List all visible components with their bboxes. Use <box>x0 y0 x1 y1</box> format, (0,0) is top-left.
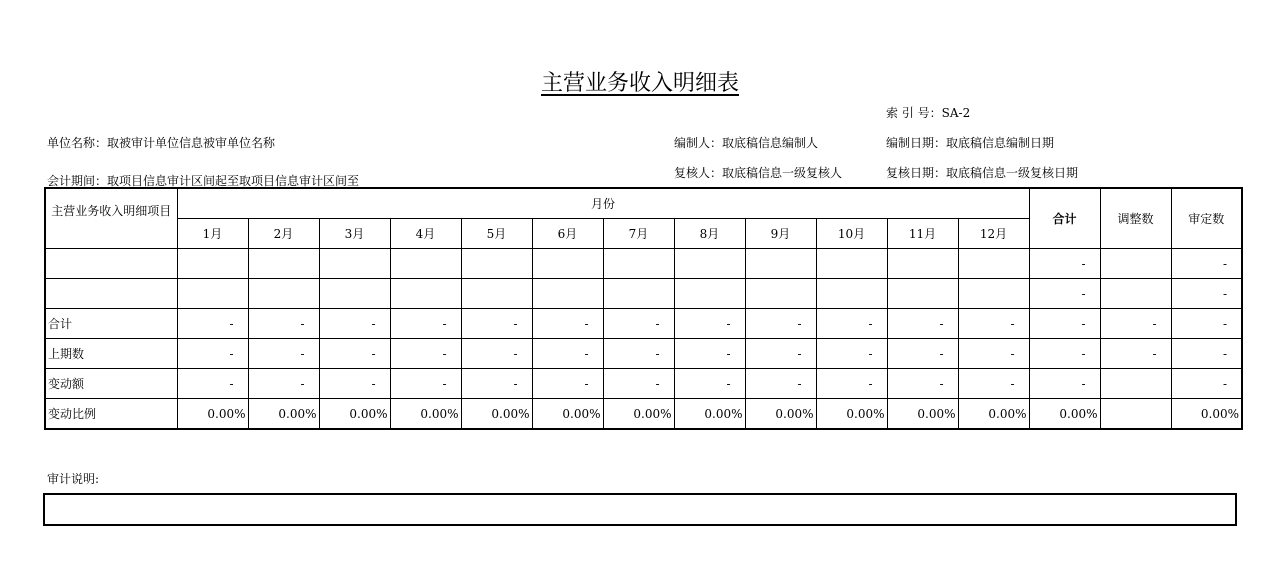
title-text: 主营业务收入明细表 <box>540 71 739 96</box>
preparer-value: 取底稿信息编制人 <box>722 136 819 150</box>
month-cell[interactable] <box>532 279 603 309</box>
header-row-1 <box>45 188 1242 219</box>
row-label: 上期数 <box>45 339 177 369</box>
month-header: 8月 <box>674 219 745 249</box>
table-row <box>45 339 1242 369</box>
month-cell[interactable]: - <box>887 339 958 369</box>
index-value: SA-2 <box>941 106 971 120</box>
month-cell[interactable] <box>532 249 603 279</box>
month-header: 1月 <box>177 219 248 249</box>
month-cell[interactable]: - <box>461 369 532 399</box>
adjust-cell[interactable] <box>1100 399 1171 430</box>
month-header: 6月 <box>532 219 603 249</box>
item-header: 主营业务收入明细项目 <box>45 188 177 249</box>
month-cell[interactable]: - <box>958 369 1029 399</box>
month-cell[interactable] <box>958 249 1029 279</box>
month-cell[interactable] <box>177 279 248 309</box>
month-cell[interactable]: 0.00% <box>603 399 674 430</box>
month-header: 9月 <box>745 219 816 249</box>
table-row <box>45 309 1242 339</box>
unit-name <box>47 134 275 151</box>
month-cell[interactable] <box>816 279 887 309</box>
month-header: 4月 <box>390 219 461 249</box>
month-cell[interactable] <box>887 279 958 309</box>
row-label <box>45 279 177 309</box>
month-cell[interactable] <box>248 279 319 309</box>
month-cell[interactable] <box>390 249 461 279</box>
reviewer-value: 取底稿信息一级复核人 <box>722 166 843 180</box>
preparer-label: 编制人： <box>674 136 723 150</box>
month-cell[interactable]: - <box>603 369 674 399</box>
table-row <box>45 279 1242 309</box>
unit-label: 单位名称： <box>47 136 108 150</box>
revenue-detail-table <box>44 187 1243 430</box>
total-cell[interactable]: - <box>1029 279 1100 309</box>
adjust-header: 调整数 <box>1100 188 1171 249</box>
row-label: 合计 <box>45 309 177 339</box>
month-cell[interactable] <box>319 279 390 309</box>
month-header: 12月 <box>958 219 1029 249</box>
audit-note-label: 审计说明: <box>47 472 100 486</box>
month-cell[interactable] <box>816 249 887 279</box>
month-cell[interactable] <box>887 249 958 279</box>
month-cell[interactable]: 0.00% <box>532 399 603 430</box>
month-cell[interactable] <box>390 279 461 309</box>
month-cell[interactable]: - <box>248 369 319 399</box>
month-cell[interactable] <box>603 249 674 279</box>
preparer <box>674 134 818 151</box>
month-cell[interactable] <box>319 249 390 279</box>
prepare-date <box>886 134 1054 151</box>
month-cell[interactable]: - <box>248 339 319 369</box>
table-row <box>45 249 1242 279</box>
month-cell[interactable]: - <box>816 369 887 399</box>
month-cell[interactable] <box>745 279 816 309</box>
month-cell[interactable]: - <box>532 309 603 339</box>
month-cell[interactable]: - <box>745 339 816 369</box>
month-cell[interactable] <box>958 279 1029 309</box>
adjust-cell[interactable] <box>1100 369 1171 399</box>
month-header: 2月 <box>248 219 319 249</box>
month-cell[interactable]: - <box>674 339 745 369</box>
month-cell[interactable]: - <box>319 369 390 399</box>
month-header: 10月 <box>816 219 887 249</box>
index-number <box>886 104 970 121</box>
month-cell[interactable]: - <box>177 309 248 339</box>
month-header: 11月 <box>887 219 958 249</box>
month-cell[interactable]: - <box>532 369 603 399</box>
audited-cell[interactable]: - <box>1171 279 1242 309</box>
month-header: 3月 <box>319 219 390 249</box>
month-cell[interactable]: 0.00% <box>390 399 461 430</box>
month-cell[interactable]: 0.00% <box>745 399 816 430</box>
month-cell[interactable]: - <box>958 309 1029 339</box>
month-cell[interactable]: 0.00% <box>319 399 390 430</box>
month-cell[interactable]: - <box>461 339 532 369</box>
review-date-value: 取底稿信息一级复核日期 <box>946 166 1079 180</box>
month-cell[interactable] <box>177 249 248 279</box>
prepare-date-value: 取底稿信息编制日期 <box>946 136 1055 150</box>
period-value: 取项目信息审计区间起至取项目信息审计区间至 <box>107 174 360 188</box>
month-cell[interactable]: 0.00% <box>461 399 532 430</box>
month-cell[interactable]: - <box>674 309 745 339</box>
month-cell[interactable]: - <box>816 309 887 339</box>
index-label: 索 引 号： <box>886 106 942 120</box>
total-cell[interactable]: - <box>1029 369 1100 399</box>
period-label: 会计期间： <box>47 174 108 188</box>
month-cell[interactable]: - <box>745 369 816 399</box>
audit-note-box[interactable] <box>43 493 1237 526</box>
month-cell[interactable]: - <box>319 309 390 339</box>
month-cell[interactable]: 0.00% <box>674 399 745 430</box>
table-row <box>45 369 1242 399</box>
month-cell[interactable]: - <box>603 339 674 369</box>
adjust-cell[interactable] <box>1100 279 1171 309</box>
month-cell[interactable]: 0.00% <box>887 399 958 430</box>
month-cell[interactable] <box>674 249 745 279</box>
adjust-cell[interactable]: - <box>1100 309 1171 339</box>
month-cell[interactable]: - <box>390 309 461 339</box>
row-label: 变动额 <box>45 369 177 399</box>
table-row <box>45 399 1242 430</box>
audited-header: 审定数 <box>1171 188 1242 249</box>
month-header: 7月 <box>603 219 674 249</box>
month-header: 5月 <box>461 219 532 249</box>
month-cell[interactable]: - <box>390 369 461 399</box>
total-cell[interactable]: - <box>1029 309 1100 339</box>
month-cell[interactable] <box>674 279 745 309</box>
month-cell[interactable]: - <box>532 339 603 369</box>
audited-cell[interactable]: - <box>1171 339 1242 369</box>
month-cell[interactable] <box>603 279 674 309</box>
month-cell[interactable]: - <box>177 339 248 369</box>
audited-cell[interactable]: - <box>1171 309 1242 339</box>
prepare-date-label: 编制日期： <box>886 136 947 150</box>
month-cell[interactable]: - <box>887 369 958 399</box>
month-cell[interactable]: - <box>745 309 816 339</box>
month-cell[interactable]: 0.00% <box>816 399 887 430</box>
adjust-cell[interactable]: - <box>1100 339 1171 369</box>
month-cell[interactable]: - <box>177 369 248 399</box>
month-cell[interactable]: 0.00% <box>248 399 319 430</box>
page-title <box>0 66 1280 97</box>
review-date-label: 复核日期： <box>886 166 947 180</box>
month-cell[interactable]: - <box>816 339 887 369</box>
month-cell[interactable]: 0.00% <box>958 399 1029 430</box>
month-cell[interactable]: - <box>958 339 1029 369</box>
month-cell[interactable]: - <box>887 309 958 339</box>
audited-cell[interactable]: - <box>1171 369 1242 399</box>
month-cell[interactable]: 0.00% <box>177 399 248 430</box>
month-cell[interactable]: - <box>674 369 745 399</box>
unit-value: 取被审计单位信息被审单位名称 <box>107 136 276 150</box>
total-cell[interactable]: - <box>1029 249 1100 279</box>
audited-cell[interactable]: - <box>1171 249 1242 279</box>
month-group-header: 月份 <box>177 188 1029 219</box>
total-cell[interactable]: - <box>1029 339 1100 369</box>
total-cell[interactable]: 0.00% <box>1029 399 1100 430</box>
adjust-cell[interactable] <box>1100 249 1171 279</box>
row-label: 变动比例 <box>45 399 177 430</box>
row-label <box>45 249 177 279</box>
month-cell[interactable]: - <box>461 309 532 339</box>
month-cell[interactable] <box>248 249 319 279</box>
month-cell[interactable] <box>461 279 532 309</box>
review-date <box>886 164 1078 181</box>
month-cell[interactable]: - <box>319 339 390 369</box>
month-cell[interactable] <box>461 249 532 279</box>
month-cell[interactable] <box>745 249 816 279</box>
month-cell[interactable]: - <box>248 309 319 339</box>
month-cell[interactable]: - <box>390 339 461 369</box>
total-header: 合计 <box>1029 188 1100 249</box>
audited-cell[interactable]: 0.00% <box>1171 399 1242 430</box>
month-cell[interactable]: - <box>603 309 674 339</box>
reviewer <box>674 164 842 181</box>
reviewer-label: 复核人： <box>674 166 723 180</box>
